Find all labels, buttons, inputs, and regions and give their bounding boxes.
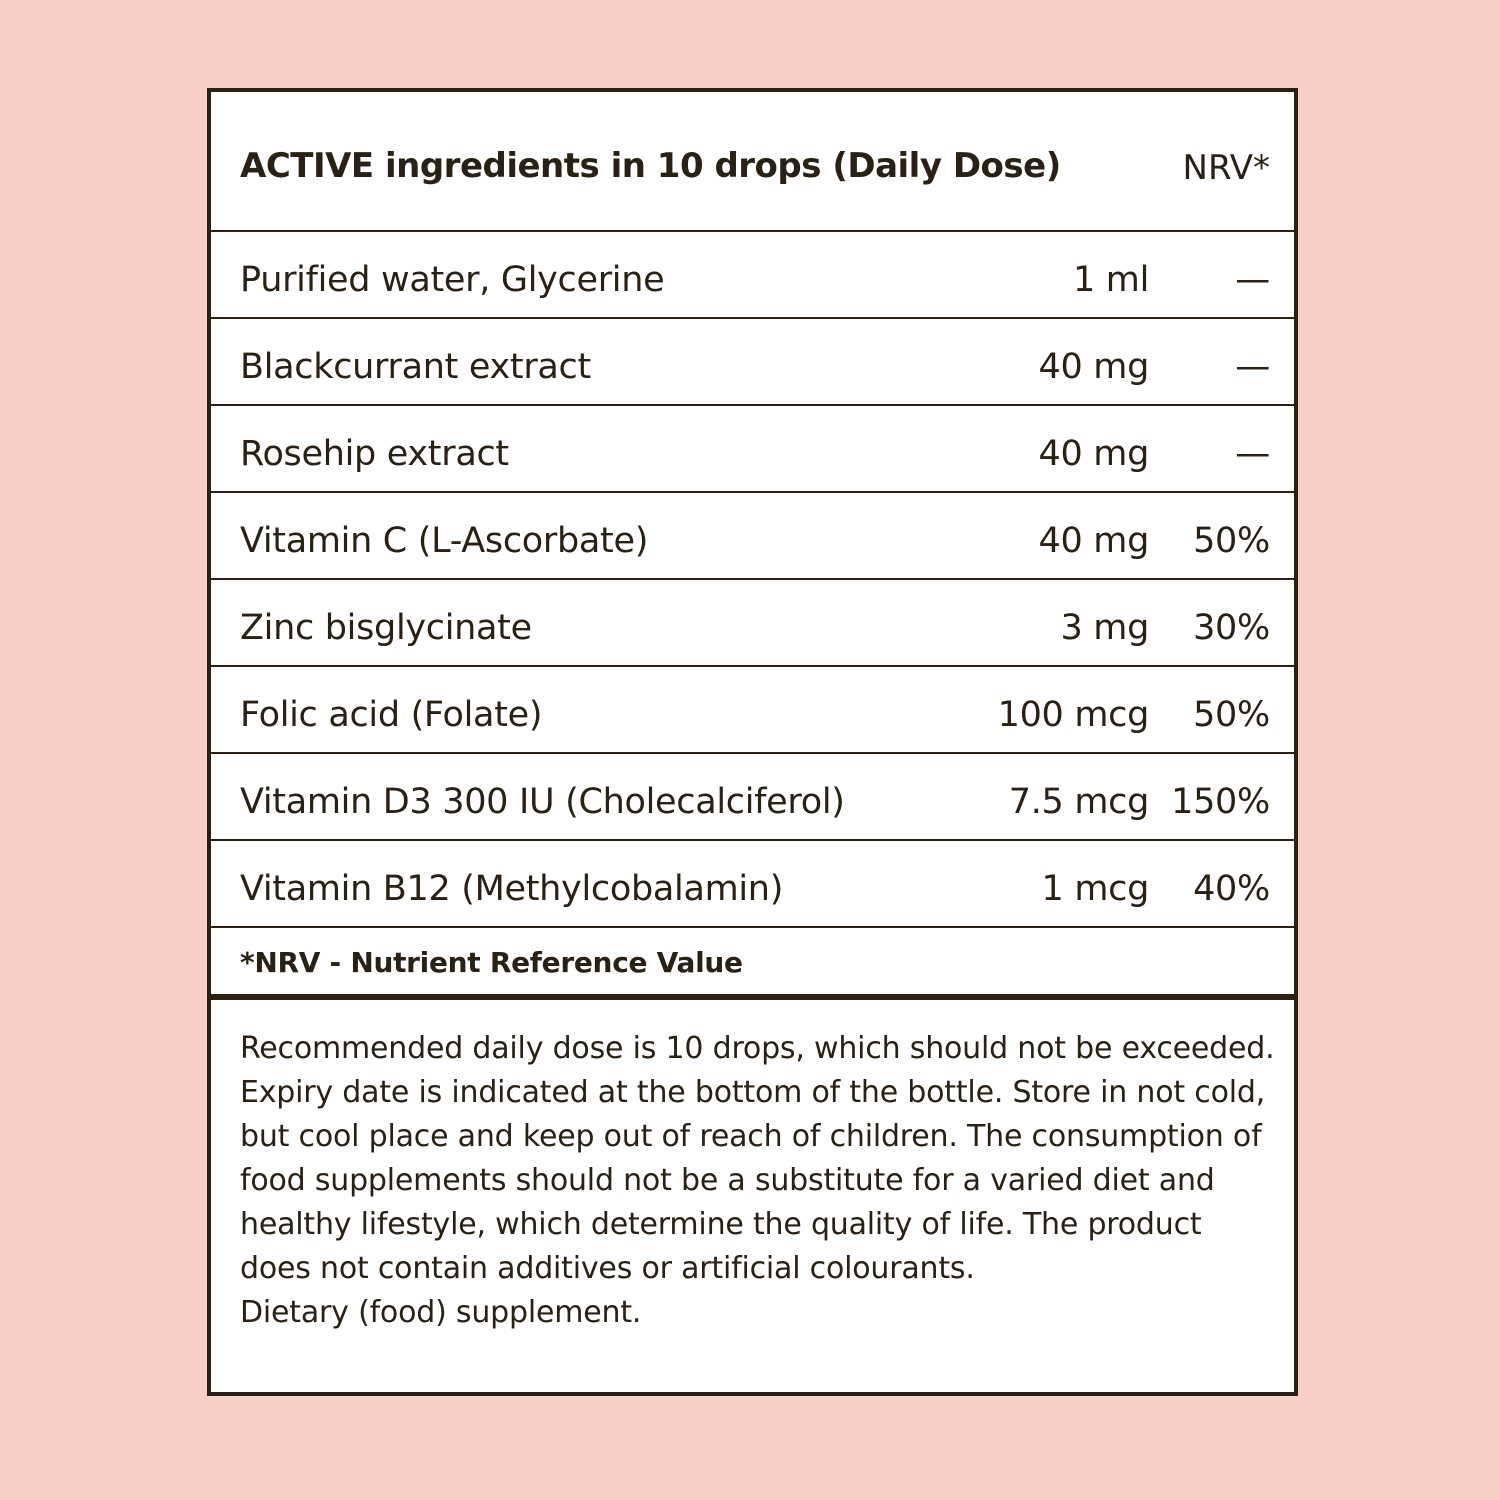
- ingredient-name: Vitamin B12 (Methylcobalamin): [240, 869, 784, 909]
- table-row: [211, 232, 1294, 319]
- ingredient-name: Blackcurrant extract: [240, 347, 591, 387]
- table-row: [211, 841, 1294, 928]
- ingredient-nrv: 30%: [1193, 608, 1270, 648]
- ingredient-name: Folic acid (Folate): [240, 695, 543, 735]
- ingredient-nrv: 40%: [1193, 869, 1270, 909]
- table-row: [211, 580, 1294, 667]
- ingredient-nrv: —: [1235, 260, 1270, 300]
- ingredient-nrv: —: [1235, 347, 1270, 387]
- ingredient-name: Zinc bisglycinate: [240, 608, 532, 648]
- ingredient-amount: 100 mcg: [997, 695, 1149, 735]
- ingredient-nrv: 50%: [1193, 695, 1270, 735]
- ingredient-amount: 3 mg: [1060, 608, 1149, 648]
- ingredient-nrv: 50%: [1193, 521, 1270, 561]
- ingredient-amount: 7.5 mcg: [1008, 782, 1149, 822]
- ingredient-amount: 1 mcg: [1041, 869, 1149, 909]
- table-row: [211, 493, 1294, 580]
- ingredients-table: [211, 232, 1294, 928]
- ingredient-amount: 40 mg: [1038, 347, 1149, 387]
- ingredient-amount: 1 ml: [1072, 260, 1149, 300]
- ingredient-name: Rosehip extract: [240, 434, 509, 474]
- usage-paragraph: Recommended daily dose is 10 drops, which should not be exceeded. Expiry date is indicated at the bottom of the bottle. Store in not cold, but cool place and keep out of reach of children. The consumption of food supplements should not be a substitute for a varied diet and healthy lifestyle, which determine the quality of life. The product does not contain additives or artificial colourants.: [240, 1031, 1275, 1286]
- nrv-footnote: [211, 930, 1294, 1000]
- usage-notes: [240, 1027, 1280, 1335]
- ingredient-nrv: —: [1235, 434, 1270, 474]
- ingredient-name: Vitamin C (L-Ascorbate): [240, 521, 649, 561]
- ingredient-nrv: 150%: [1171, 782, 1270, 822]
- ingredient-amount: 40 mg: [1038, 521, 1149, 561]
- table-header: [211, 92, 1294, 232]
- ingredient-name: Vitamin D3 300 IU (Cholecalciferol): [240, 782, 845, 822]
- ingredient-name: Purified water, Glycerine: [240, 260, 665, 300]
- nrv-column-header: NRV*: [1182, 148, 1270, 188]
- ingredient-amount: 40 mg: [1038, 434, 1149, 474]
- table-title: ACTIVE ingredients in 10 drops (Daily Dose): [240, 146, 1061, 186]
- table-row: [211, 667, 1294, 754]
- table-row: [211, 754, 1294, 841]
- table-row: [211, 406, 1294, 493]
- table-row: [211, 319, 1294, 406]
- supplement-facts-panel: [207, 88, 1298, 1396]
- footnote-text: *NRV - Nutrient Reference Value: [240, 946, 743, 979]
- supplement-type-line: Dietary (food) supplement.: [240, 1295, 642, 1330]
